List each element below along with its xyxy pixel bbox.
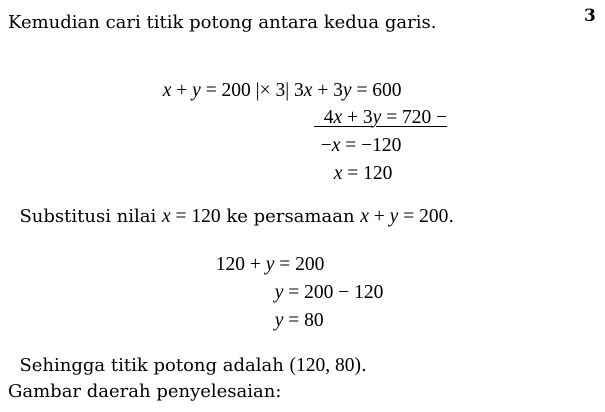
intro-text: Kemudian cari titik potong antara kedua garis.	[8, 12, 437, 33]
page-number: 3	[584, 6, 596, 26]
substitution-text: Substitusi nilai x = 120 ke persamaan x + y = 200.	[19, 206, 455, 227]
elimination-line-4: x = 120	[333, 162, 393, 184]
step-line-2: y = 200 − 120	[274, 281, 384, 303]
next-heading: Gambar daerah penyelesaian:	[8, 381, 282, 402]
step-line-1: 120 + y = 200	[215, 253, 325, 275]
elimination-line-2: 4x + 3y = 720 −	[323, 106, 448, 128]
elimination-line-1: x + y = 200 |× 3| 3x + 3y = 600	[162, 79, 402, 101]
elimination-line-3: −x = −120	[320, 134, 402, 156]
conclusion-text: Sehingga titik potong adalah (120, 80).	[19, 355, 367, 376]
step-line-3: y = 80	[274, 309, 324, 331]
